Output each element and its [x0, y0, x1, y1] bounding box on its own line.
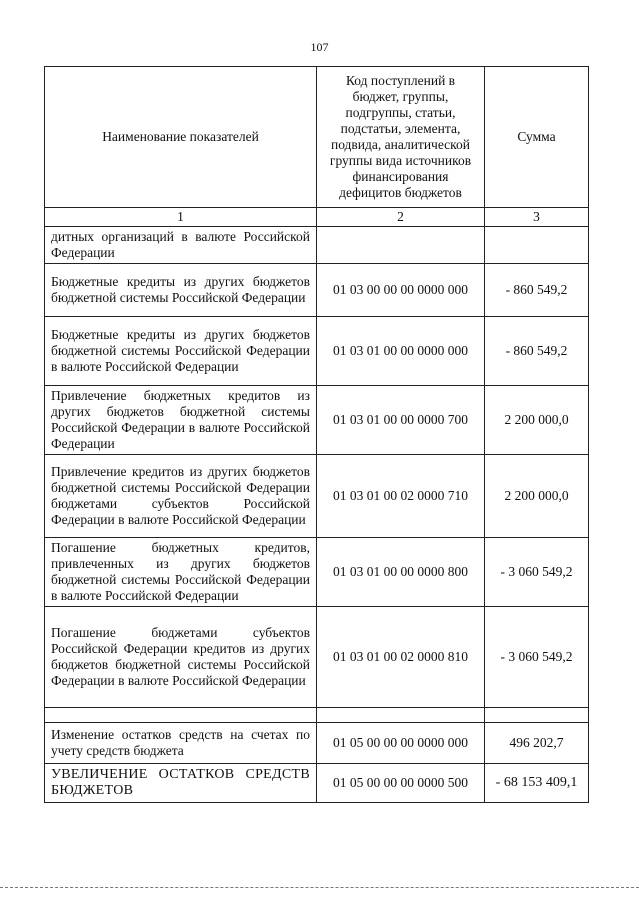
row-name: Изменение остатков средств на счетах по учету средств бюджета — [45, 723, 317, 764]
row-name: дитных организаций в валюте Российской Федерации — [45, 227, 317, 264]
header-name: Наименование показателей — [45, 67, 317, 208]
table-row — [45, 227, 589, 264]
table-row — [45, 386, 589, 455]
column-number-row — [45, 208, 589, 227]
spacer-cell — [45, 708, 317, 723]
row-code: 01 05 00 00 00 0000 000 — [317, 723, 485, 764]
row-name: Погашение бюджетами субъектов Российской Федерации кредитов из других бюджетов бюджетной системы Российской Федерации в валюте Российской Федерации — [45, 607, 317, 708]
row-name: Погашение бюджетных кредитов, привлеченных из других бюджетов бюджетной системы Российской Федерации в валюте Российской Федерации — [45, 538, 317, 607]
row-sum: - 3 060 549,2 — [485, 538, 589, 607]
table-row — [45, 723, 589, 764]
row-sum: - 860 549,2 — [485, 317, 589, 386]
table-spacer-row — [45, 708, 589, 723]
row-sum: - 3 060 549,2 — [485, 607, 589, 708]
table-row — [45, 607, 589, 708]
row-name: УВЕЛИЧЕНИЕ ОСТАТКОВ СРЕДСТВ БЮДЖЕТОВ — [45, 764, 317, 803]
table-row — [45, 264, 589, 317]
row-sum: - 860 549,2 — [485, 264, 589, 317]
row-code: 01 03 01 00 02 0000 710 — [317, 455, 485, 538]
row-code: 01 03 01 00 02 0000 810 — [317, 607, 485, 708]
row-code: 01 03 01 00 00 0000 000 — [317, 317, 485, 386]
row-name: Бюджетные кредиты из других бюджетов бюджетной системы Российской Федерации в валюте Российской Федерации — [45, 317, 317, 386]
table-row — [45, 455, 589, 538]
row-sum: 496 202,7 — [485, 723, 589, 764]
column-number-2: 2 — [317, 208, 485, 227]
row-sum: 2 200 000,0 — [485, 455, 589, 538]
column-number-1: 1 — [45, 208, 317, 227]
row-code: 01 05 00 00 00 0000 500 — [317, 764, 485, 803]
table-row — [45, 317, 589, 386]
page-bottom-divider — [0, 887, 639, 888]
row-code — [317, 227, 485, 264]
spacer-cell — [485, 708, 589, 723]
row-code: 01 03 01 00 00 0000 700 — [317, 386, 485, 455]
sources-of-financing-table — [44, 66, 589, 803]
row-code: 01 03 01 00 00 0000 800 — [317, 538, 485, 607]
column-number-3: 3 — [485, 208, 589, 227]
header-code: Код поступлений в бюджет, группы, подгруппы, статьи, подстатьи, элемента, подвида, аналитической группы вида источников финансирования дефицитов бюджетов — [317, 67, 485, 208]
page-number: 107 — [310, 40, 329, 54]
row-sum: 2 200 000,0 — [485, 386, 589, 455]
table-row — [45, 538, 589, 607]
header-sum: Сумма — [485, 67, 589, 208]
row-name: Бюджетные кредиты из других бюджетов бюджетной системы Российской Федерации — [45, 264, 317, 317]
row-code: 01 03 00 00 00 0000 000 — [317, 264, 485, 317]
spacer-cell — [317, 708, 485, 723]
row-name: Привлечение кредитов из других бюджетов бюджетной системы Российской Федерации бюджетами субъектов Российской Федерации в валюте Российской Федерации — [45, 455, 317, 538]
row-sum: - 68 153 409,1 — [485, 764, 589, 803]
row-sum — [485, 227, 589, 264]
table-row — [45, 764, 589, 803]
row-name: Привлечение бюджетных кредитов из других бюджетов бюджетной системы Российской Федерации в валюте Российской Федерации — [45, 386, 317, 455]
table-header-row — [45, 67, 589, 208]
